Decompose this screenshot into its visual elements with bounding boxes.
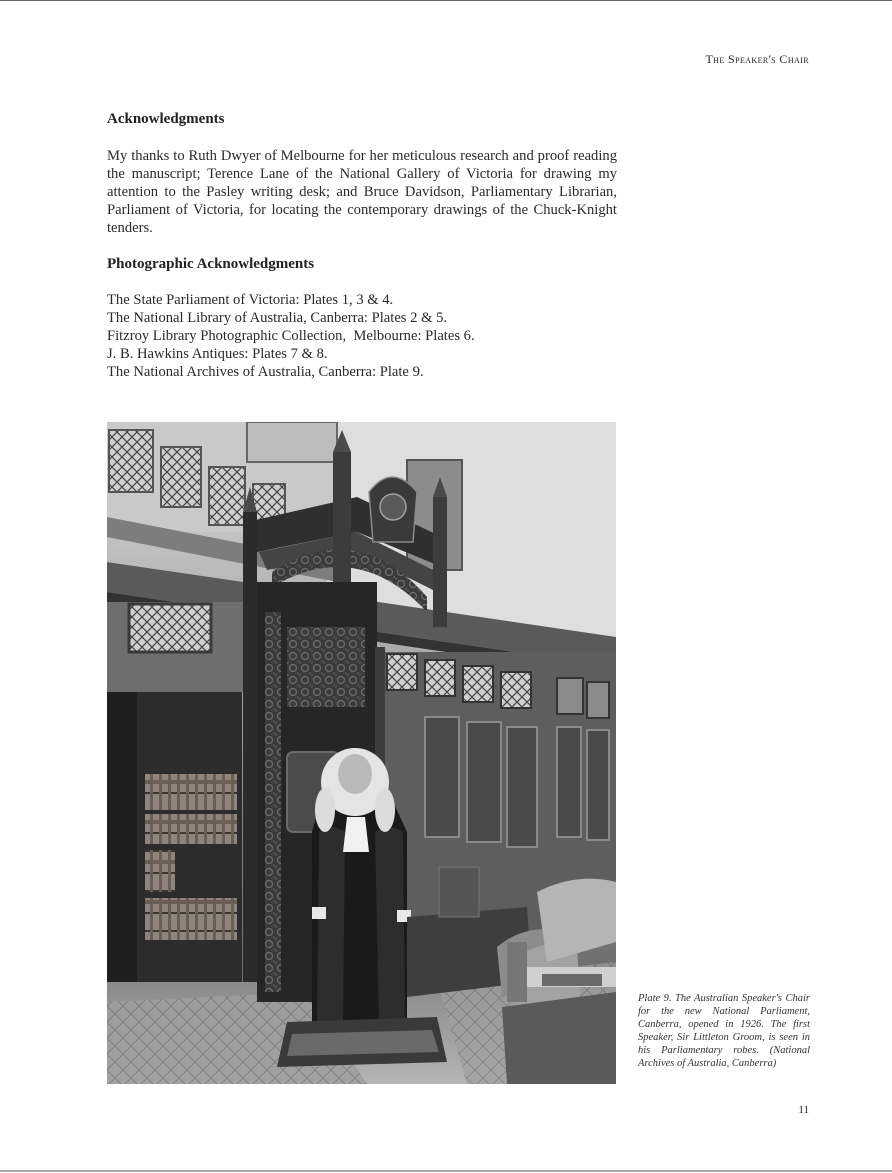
photo-credit-line: J. B. Hawkins Antiques: Plates 7 & 8.	[107, 346, 328, 362]
photo-credit-list	[107, 291, 475, 381]
photo-credit-line: Fitzroy Library Photographic Collection, Melbourne: Plates 6.	[107, 328, 475, 344]
acknowledgments-paragraph: My thanks to Ruth Dwyer of Melbourne for her meticulous research and proof reading the manuscript; Terence Lane of the National Gallery of Victoria for drawing my attention to the Pasley writing desk; and Bruce Davidson, Parliamentary Librarian, Parliament of Victoria, for locating the contemporary drawings of the Chuck-Knight tenders.	[107, 148, 617, 236]
photographic-acknowledgments-heading: Photographic Acknowledgments	[107, 256, 315, 272]
plate-9-photograph	[107, 422, 616, 1084]
bottom-border-rule	[0, 1170, 892, 1172]
running-head: The Speaker's Chair	[705, 52, 809, 66]
plate-caption: Plate 9. The Australian Speaker's Chair for the new National Parliament, Canberra, opened in 1926. The first Speaker, Sir Littleton Groom, is seen in his Parliamentary robes. (National Archives of Australia, Canberra)	[638, 993, 810, 1069]
photo-credit-line: The State Parliament of Victoria: Plates 1, 3 & 4.	[107, 292, 394, 308]
photo-credit-line: The National Archives of Australia, Canberra: Plate 9.	[107, 364, 424, 380]
page-number: 11	[798, 1104, 809, 1116]
top-border-rule	[0, 0, 892, 1]
acknowledgments-heading: Acknowledgments	[107, 111, 225, 127]
photo-credit-line: The National Library of Australia, Canberra: Plates 2 & 5.	[107, 310, 448, 326]
speakers-chair-illustration	[107, 422, 616, 1084]
